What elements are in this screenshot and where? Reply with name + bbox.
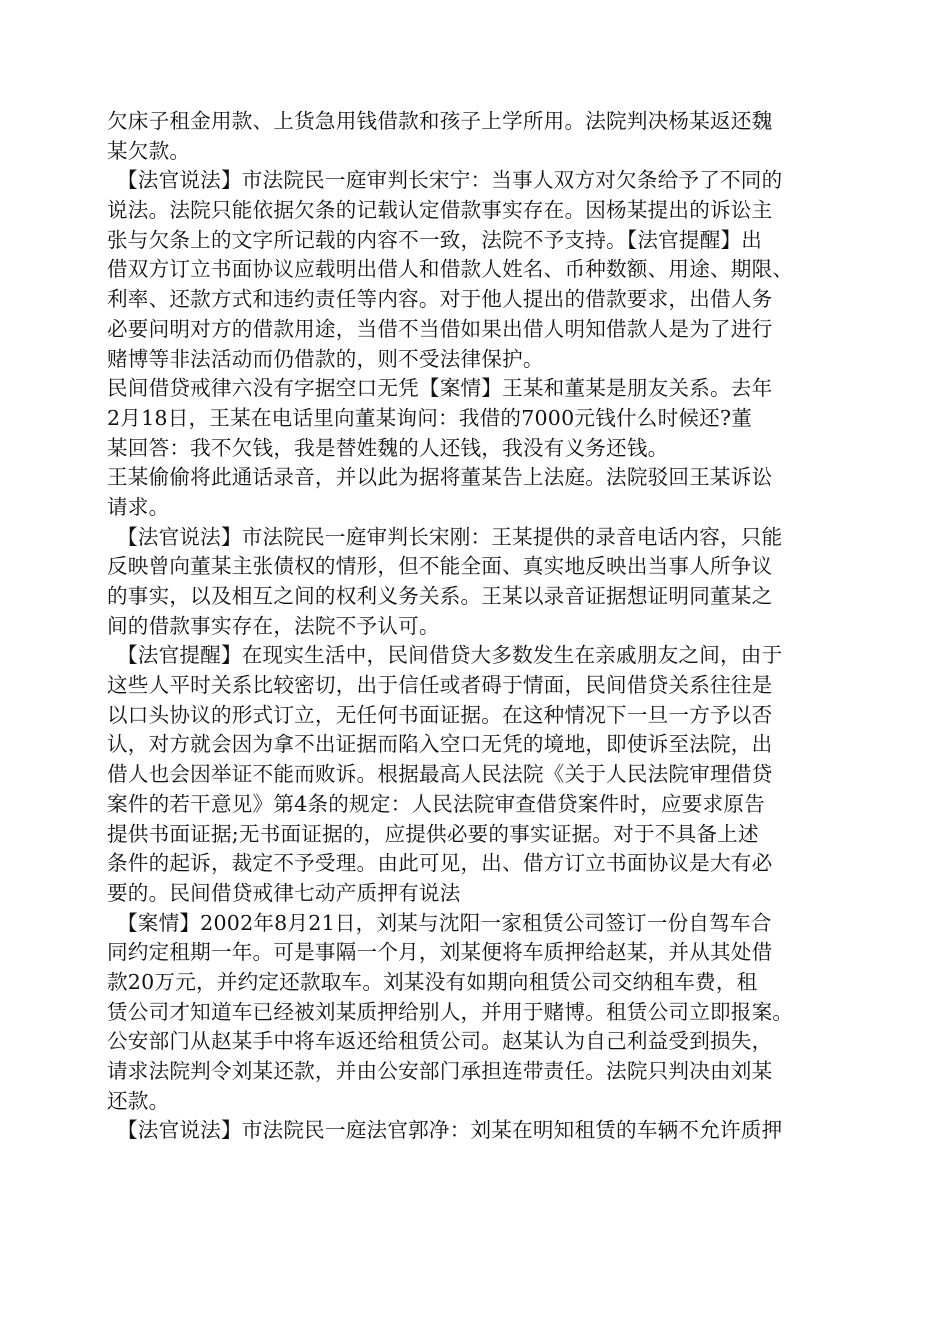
text-line: 款20万元，并约定还款取车。刘某没有如期向租赁公司交纳租车费，租 xyxy=(107,969,758,994)
text-line: 赌博等非法活动而仍借款的，则不受法律保护。 xyxy=(107,346,544,371)
text-line: 某回答：我不欠钱，我是替姓魏的人还钱，我没有义务还钱。 xyxy=(107,435,669,460)
text-line: 张与欠条上的文字所记载的内容不一致，法院不予支持。【法官提醒】出 xyxy=(107,227,763,252)
text-line: 以口头协议的形式订立，无任何书面证据。在这种情况下一旦一方予以否 xyxy=(107,702,773,727)
text-line: 这些人平时关系比较密切，出于信任或者碍于情面，民间借贷关系往往是 xyxy=(107,673,773,698)
text-line: 请求法院判令刘某还款，并由公安部门承担连带责任。法院只判决由刘某 xyxy=(107,1059,773,1083)
text-line: 反映曾向董某主张债权的情形，但不能全面、真实地反映出当事人所争议 xyxy=(107,554,773,579)
text-line: 说法。法院只能依据欠条的记载认定借款事实存在。因杨某提出的诉讼主 xyxy=(107,198,773,223)
text-line: 【法官提醒】在现实生活中，民间借贷大多数发生在亲戚朋友之间，由于 xyxy=(117,643,783,668)
text-line: 条件的起诉，裁定不予受理。由此可见，出、借方订立书面协议是大有必 xyxy=(107,851,773,876)
text-line: 【案情】2002年8月21日，刘某与沈阳一家租赁公司签订一份自驾车合 xyxy=(117,910,772,935)
text-line: 赁公司才知道车已经被刘某质押给别人，并用于赌博。租赁公司立即报案。 xyxy=(107,999,794,1024)
text-line: 民间借贷戒律六没有字据空口无凭【案情】王某和董某是朋友关系。去年 xyxy=(107,376,773,401)
text-line: 利率、还款方式和违约责任等内容。对于他人提出的借款要求，出借人务 xyxy=(107,287,773,312)
text-line: 某欠款。 xyxy=(107,138,191,163)
text-line: 间的借款事实存在，法院不予认可。 xyxy=(107,613,440,638)
text-line: 欠床子租金用款、上货急用钱借款和孩子上学所用。法院判决杨某返还魏 xyxy=(107,109,773,133)
text-line: 借双方订立书面协议应载明出借人和借款人姓名、币种数额、用途、期限、 xyxy=(107,257,794,282)
text-line: 同约定租期一年。可是事隔一个月，刘某便将车质押给赵某，并从其处借 xyxy=(107,940,773,965)
text-line: 提供书面证据;无书面证据的，应提供必要的事实证据。对于不具备上述 xyxy=(107,821,759,846)
text-line: 借人也会因举证不能而败诉。根据最高人民法院《关于人民法院审理借贷 xyxy=(107,762,773,787)
text-line: 【法官说法】市法院民一庭法官郭净：刘某在明知租赁的车辆不允许质押 xyxy=(117,1118,783,1143)
text-line: 【法官说法】市法院民一庭审判长宋宁：当事人双方对欠条给予了不同的 xyxy=(117,168,783,193)
document-body xyxy=(107,107,867,1146)
text-line: 王某偷偷将此通话录音，并以此为据将董某告上法庭。法院驳回王某诉讼 xyxy=(107,465,773,490)
text-line: 还款。 xyxy=(107,1088,170,1113)
text-line: 2月18日，王某在电话里向董某询问：我借的7000元钱什么时候还?董 xyxy=(107,405,752,430)
text-line: 公安部门从赵某手中将车返还给租赁公司。赵某认为自己利益受到损失， xyxy=(107,1029,773,1054)
text-line: 案件的若干意见》第4条的规定：人民法院审查借贷案件时，应要求原告 xyxy=(107,791,765,816)
text-line: 的事实，以及相互之间的权利义务关系。王某以录音证据想证明同董某之 xyxy=(107,584,773,608)
text-line: 认，对方就会因为拿不出证据而陷入空口无凭的境地，即使诉至法院，出 xyxy=(107,732,773,757)
text-line: 要的。民间借贷戒律七动产质押有说法 xyxy=(107,880,461,905)
text-line: 【法官说法】市法院民一庭审判长宋刚：王某提供的录音电话内容，只能 xyxy=(117,524,783,549)
text-line: 必要问明对方的借款用途，当借不当借如果出借人明知借款人是为了进行 xyxy=(107,316,773,341)
text-line: 请求。 xyxy=(107,494,170,519)
